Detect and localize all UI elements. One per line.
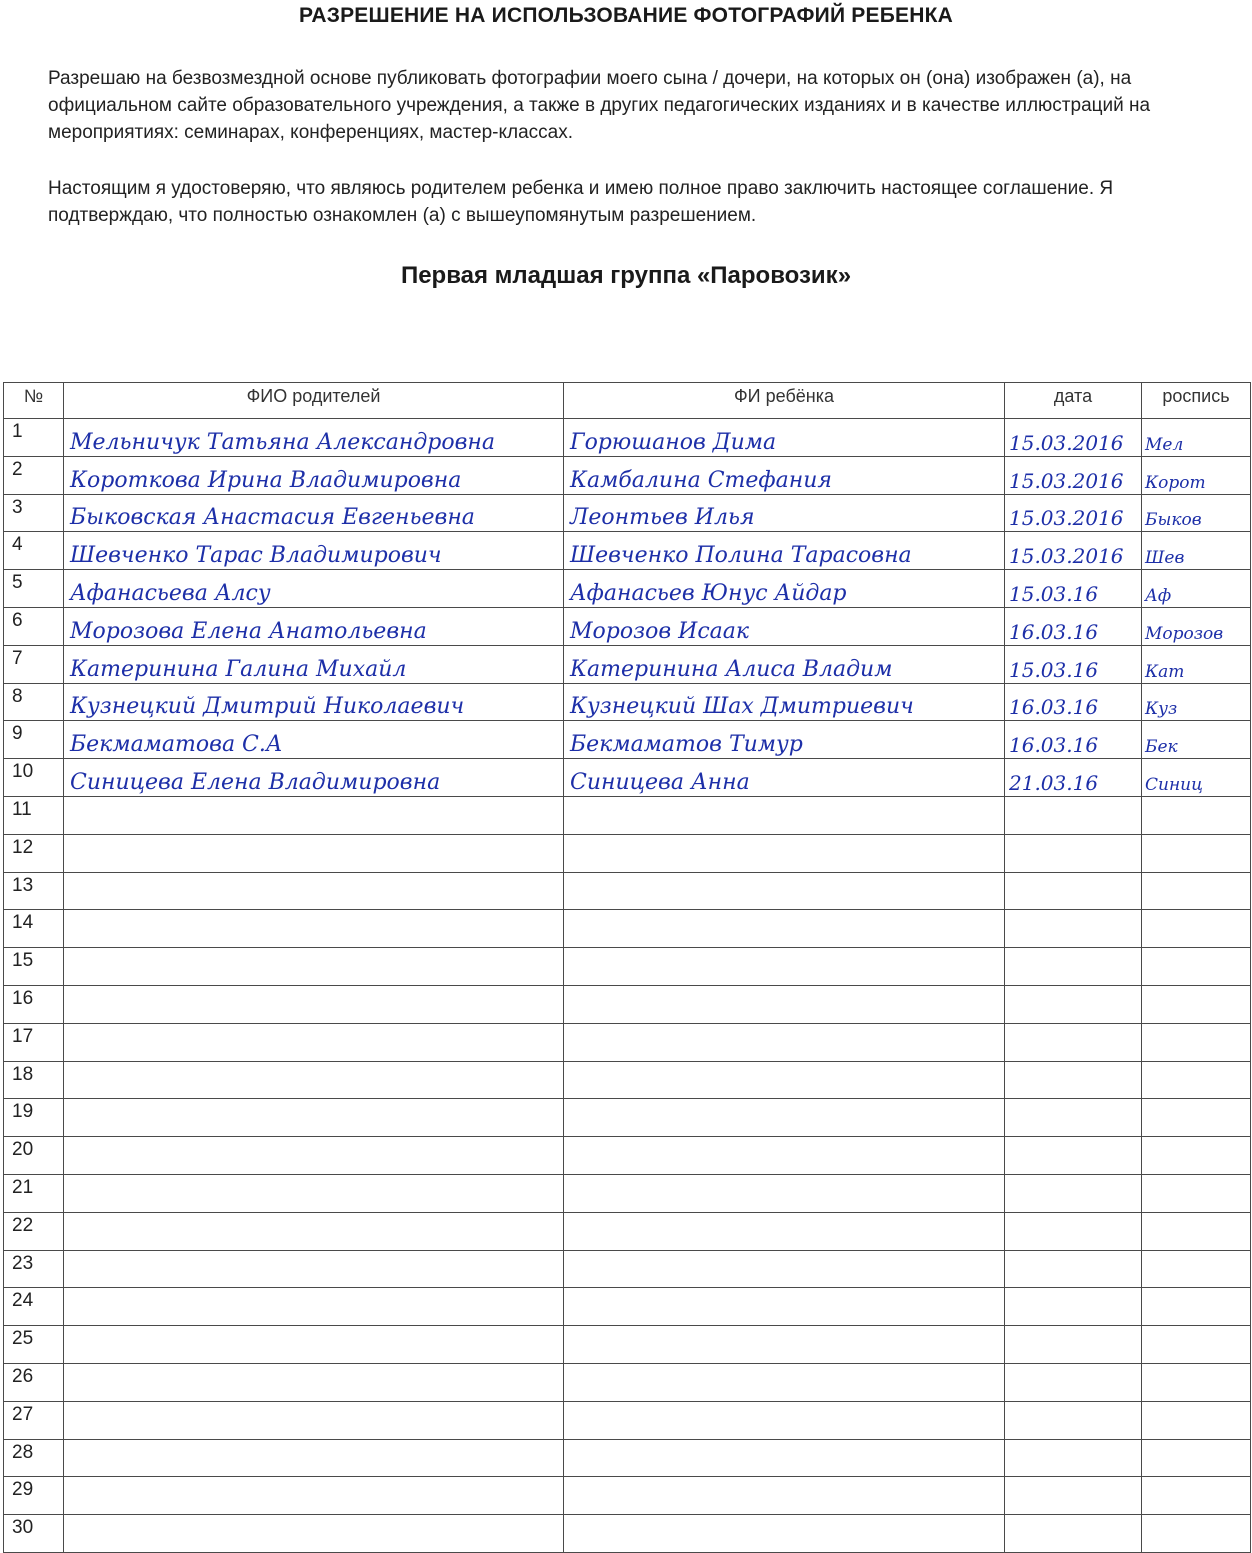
row-number: 11 [4,796,64,834]
child-name-handwritten: Горюшанов Дима [564,419,1005,457]
date-handwritten [1005,834,1142,872]
date-handwritten [1005,1288,1142,1326]
date-handwritten [1005,1212,1142,1250]
row-number: 16 [4,985,64,1023]
child-name-handwritten [564,1099,1005,1137]
signature-handwritten: Быков [1142,494,1251,532]
child-name-handwritten [564,1174,1005,1212]
date-handwritten [1005,796,1142,834]
header-date: дата [1005,383,1142,419]
signature-handwritten: Куз [1142,683,1251,721]
signature-handwritten: Шев [1142,532,1251,570]
table-row [4,1401,1251,1439]
row-number: 9 [4,721,64,759]
row-number: 20 [4,1137,64,1175]
parent-name-handwritten [64,1363,564,1401]
table-row [4,532,1251,570]
parent-name-handwritten: Афанасьева Алсу [64,570,564,608]
row-number: 18 [4,1061,64,1099]
signature-handwritten: Кат [1142,645,1251,683]
date-handwritten [1005,1439,1142,1477]
date-handwritten [1005,1250,1142,1288]
table-header-row [4,383,1251,419]
parent-name-handwritten [64,1288,564,1326]
date-handwritten: 15.03.2016 [1005,419,1142,457]
signature-handwritten [1142,872,1251,910]
parent-name-handwritten [64,1212,564,1250]
child-name-handwritten [564,985,1005,1023]
child-name-handwritten [564,1288,1005,1326]
signature-handwritten [1142,1212,1251,1250]
table-row [4,910,1251,948]
row-number: 28 [4,1439,64,1477]
child-name-handwritten: Бекмаматов Тимур [564,721,1005,759]
header-number: № [4,383,64,419]
row-number: 2 [4,456,64,494]
signature-handwritten [1142,1023,1251,1061]
parent-name-handwritten [64,872,564,910]
signature-handwritten [1142,948,1251,986]
row-number: 25 [4,1326,64,1364]
row-number: 13 [4,872,64,910]
child-name-handwritten [564,1023,1005,1061]
child-name-handwritten: Камбалина Стефания [564,456,1005,494]
table-row [4,1515,1251,1553]
table-row [4,456,1251,494]
signature-handwritten [1142,1174,1251,1212]
signature-handwritten: Бек [1142,721,1251,759]
date-handwritten [1005,1363,1142,1401]
parent-name-handwritten [64,910,564,948]
row-number: 23 [4,1250,64,1288]
header-child-name: ФИ ребёнка [564,383,1005,419]
date-handwritten [1005,872,1142,910]
signature-handwritten [1142,1363,1251,1401]
signature-handwritten [1142,796,1251,834]
parent-name-handwritten: Бекмаматова С.А [64,721,564,759]
row-number: 14 [4,910,64,948]
date-handwritten [1005,985,1142,1023]
date-handwritten [1005,910,1142,948]
row-number: 4 [4,532,64,570]
signature-handwritten [1142,1401,1251,1439]
signature-handwritten [1142,1099,1251,1137]
child-name-handwritten [564,948,1005,986]
header-signature: роспись [1142,383,1251,419]
date-handwritten [1005,1061,1142,1099]
parent-name-handwritten: Быковская Анастасия Евгеньевна [64,494,564,532]
row-number: 21 [4,1174,64,1212]
table-row [4,1439,1251,1477]
header-parent-name: ФИО родителей [64,383,564,419]
child-name-handwritten [564,910,1005,948]
row-number: 7 [4,645,64,683]
parent-name-handwritten [64,1137,564,1175]
parent-name-handwritten [64,1477,564,1515]
child-name-handwritten [564,1326,1005,1364]
parent-name-handwritten [64,1326,564,1364]
signature-handwritten: Аф [1142,570,1251,608]
signature-handwritten [1142,1477,1251,1515]
child-name-handwritten [564,1363,1005,1401]
row-number: 22 [4,1212,64,1250]
date-handwritten [1005,1477,1142,1515]
date-handwritten [1005,1515,1142,1553]
date-handwritten: 15.03.2016 [1005,532,1142,570]
parent-name-handwritten: Морозова Елена Анатольевна [64,607,564,645]
signature-handwritten: Мел [1142,419,1251,457]
child-name-handwritten [564,1401,1005,1439]
consent-table [3,382,1251,1553]
table-row [4,1061,1251,1099]
child-name-handwritten [564,1137,1005,1175]
table-row [4,1023,1251,1061]
signature-handwritten [1142,1439,1251,1477]
row-number: 6 [4,607,64,645]
signature-handwritten [1142,1515,1251,1553]
parent-name-handwritten [64,1439,564,1477]
row-number: 27 [4,1401,64,1439]
table-row [4,645,1251,683]
date-handwritten: 15.03.16 [1005,570,1142,608]
row-number: 12 [4,834,64,872]
date-handwritten [1005,1023,1142,1061]
child-name-handwritten: Морозов Исаак [564,607,1005,645]
parent-name-handwritten: Катеринина Галина Михайл [64,645,564,683]
signature-handwritten [1142,1326,1251,1364]
row-number: 5 [4,570,64,608]
signature-handwritten [1142,985,1251,1023]
parent-name-handwritten [64,1061,564,1099]
child-name-handwritten: Синицева Анна [564,759,1005,797]
date-handwritten: 21.03.16 [1005,759,1142,797]
child-name-handwritten [564,1439,1005,1477]
date-handwritten [1005,1401,1142,1439]
child-name-handwritten: Катеринина Алиса Владим [564,645,1005,683]
signature-handwritten [1142,1288,1251,1326]
table-row [4,1212,1251,1250]
date-handwritten: 16.03.16 [1005,607,1142,645]
row-number: 19 [4,1099,64,1137]
table-row [4,1137,1251,1175]
child-name-handwritten: Шевченко Полина Тарасовна [564,532,1005,570]
row-number: 17 [4,1023,64,1061]
date-handwritten [1005,948,1142,986]
table-row [4,1326,1251,1364]
date-handwritten [1005,1326,1142,1364]
table-row [4,759,1251,797]
child-name-handwritten: Кузнецкий Шах Дмитриевич [564,683,1005,721]
parent-name-handwritten [64,948,564,986]
signature-handwritten [1142,834,1251,872]
table-row [4,1174,1251,1212]
child-name-handwritten: Леонтьев Илья [564,494,1005,532]
child-name-handwritten [564,1477,1005,1515]
table-row [4,721,1251,759]
date-handwritten: 16.03.16 [1005,683,1142,721]
date-handwritten: 15.03.2016 [1005,494,1142,532]
table-body [4,419,1251,1553]
child-name-handwritten [564,1250,1005,1288]
table-row [4,607,1251,645]
row-number: 24 [4,1288,64,1326]
table-row [4,872,1251,910]
date-handwritten [1005,1099,1142,1137]
parent-name-handwritten: Синицева Елена Владимировна [64,759,564,797]
parent-name-handwritten: Шевченко Тарас Владимирович [64,532,564,570]
child-name-handwritten [564,796,1005,834]
signature-handwritten: Синиц [1142,759,1251,797]
table-row [4,419,1251,457]
certification-paragraph: Настоящим я удостоверяю, что являюсь родителем ребенка и имею полное право заключить настоящее соглашение. Я подтверждаю, что полностью ознакомлен (а) с вышеупомянутым разрешением. [48,178,1114,226]
parent-name-handwritten [64,1174,564,1212]
row-number: 29 [4,1477,64,1515]
parent-name-handwritten [64,985,564,1023]
table-row [4,948,1251,986]
parent-name-handwritten [64,834,564,872]
signature-handwritten [1142,1061,1251,1099]
date-handwritten: 15.03.16 [1005,645,1142,683]
signature-handwritten [1142,1250,1251,1288]
table-row [4,796,1251,834]
table-row [4,1363,1251,1401]
child-name-handwritten [564,872,1005,910]
date-handwritten: 16.03.16 [1005,721,1142,759]
parent-name-handwritten [64,1099,564,1137]
table-row [4,1477,1251,1515]
parent-name-handwritten [64,1250,564,1288]
row-number: 3 [4,494,64,532]
parent-name-handwritten [64,1401,564,1439]
table-row [4,1099,1251,1137]
signature-handwritten [1142,1137,1251,1175]
row-number: 8 [4,683,64,721]
child-name-handwritten [564,1515,1005,1553]
child-name-handwritten [564,1061,1005,1099]
table-row [4,1250,1251,1288]
table-row [4,494,1251,532]
parent-name-handwritten: Короткова Ирина Владимировна [64,456,564,494]
table-row [4,570,1251,608]
child-name-handwritten: Афанасьев Юнус Айдар [564,570,1005,608]
table-row [4,683,1251,721]
date-handwritten [1005,1137,1142,1175]
group-title: Первая младшая группа «Паровозик» [400,262,852,289]
row-number: 10 [4,759,64,797]
parent-name-handwritten: Кузнецкий Дмитрий Николаевич [64,683,564,721]
parent-name-handwritten [64,1515,564,1553]
row-number: 1 [4,419,64,457]
table-row [4,1288,1251,1326]
table-row [4,985,1251,1023]
row-number: 30 [4,1515,64,1553]
table-row [4,834,1251,872]
child-name-handwritten [564,1212,1005,1250]
signature-handwritten: Корот [1142,456,1251,494]
document-title: РАЗРЕШЕНИЕ НА ИСПОЛЬЗОВАНИЕ ФОТОГРАФИЙ РЕБЕНКА [299,4,953,27]
row-number: 26 [4,1363,64,1401]
parent-name-handwritten: Мельничук Татьяна Александровна [64,419,564,457]
date-handwritten [1005,1174,1142,1212]
parent-name-handwritten [64,1023,564,1061]
date-handwritten: 15.03.2016 [1005,456,1142,494]
signature-handwritten [1142,910,1251,948]
parent-name-handwritten [64,796,564,834]
row-number: 15 [4,948,64,986]
permission-paragraph: Разрешаю на безвозмездной основе публиковать фотографии моего сына / дочери, на которых он (она) изображен (а), на официальном сайте образовательного учреждения, а также в других педагогических изданиях и в качестве иллюстраций на мероприятиях: семинарах, конференциях, мастер-классах. [48,68,1151,143]
signature-handwritten: Морозов [1142,607,1251,645]
child-name-handwritten [564,834,1005,872]
